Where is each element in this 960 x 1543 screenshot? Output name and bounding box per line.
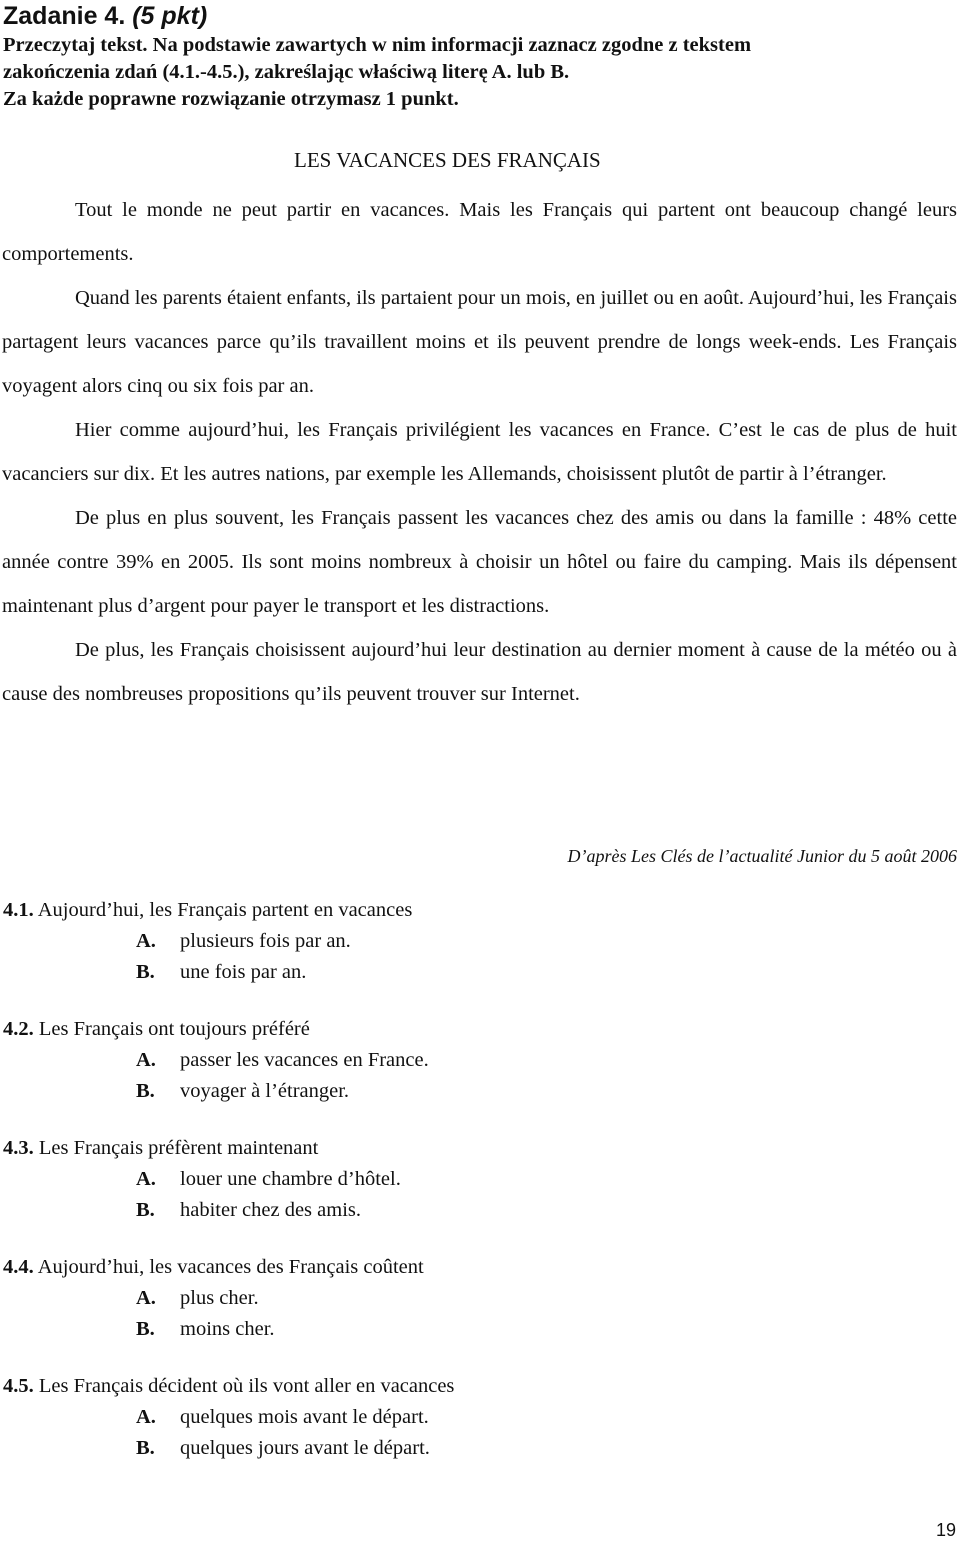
option-letter[interactable]: B. xyxy=(136,1199,155,1221)
option-text: habiter chez des amis. xyxy=(180,1199,362,1221)
question-text: Aujourd’hui, les Français partent en vacances xyxy=(37,899,413,921)
instruction-line: zakończenia zdań (4.1.-4.5.), zakreślając właściwą literę A. lub B. xyxy=(3,61,570,83)
option-text: moins cher. xyxy=(180,1318,275,1340)
option-letter[interactable]: A. xyxy=(136,1168,156,1190)
option-a[interactable] xyxy=(3,1283,703,1314)
question-number: 4.1. xyxy=(3,899,34,921)
option-text: quelques mois avant le départ. xyxy=(180,1406,429,1428)
question-text: Les Français ont toujours préféré xyxy=(38,1018,310,1040)
option-text: voyager à l’étranger. xyxy=(180,1080,350,1102)
task-title xyxy=(3,2,958,32)
question-stem xyxy=(3,1014,703,1045)
option-b[interactable] xyxy=(3,1076,703,1107)
task-label: Zadanie 4. xyxy=(3,2,126,30)
question-4-3 xyxy=(3,1133,703,1226)
question-number: 4.3. xyxy=(3,1137,34,1159)
option-b[interactable] xyxy=(3,957,703,988)
option-letter[interactable]: B. xyxy=(136,1318,155,1340)
question-4-4 xyxy=(3,1252,703,1345)
page-number: 19 xyxy=(935,1520,956,1540)
option-text: plus cher. xyxy=(180,1287,259,1309)
option-a[interactable] xyxy=(3,1402,703,1433)
paragraph: Quand les parents étaient enfants, ils partaient pour un mois, en juillet ou en août. Aujourd’hui, les Français partagent leurs vacances parce qu’ils travaillent moins et ils peuvent prendre de longs week-ends. Les Français voyagent alors cinq ou six fois par an. xyxy=(2,287,957,397)
option-letter[interactable]: A. xyxy=(136,1049,156,1071)
paragraph: Hier comme aujourd’hui, les Français privilégient les vacances en France. C’est le cas de plus de huit vacanciers sur dix. Et les autres nations, par exemple les Allemands, choisissent plutôt de partir à l’étranger. xyxy=(2,419,957,485)
option-letter[interactable]: B. xyxy=(136,1080,155,1102)
option-b[interactable] xyxy=(3,1433,703,1464)
paragraph: Tout le monde ne peut partir en vacances. Mais les Français qui partent ont beaucoup changé leurs comportements. xyxy=(2,199,957,265)
paragraph: De plus en plus souvent, les Français passent les vacances chez des amis ou dans la famille : 48% cette année contre 39% en 2005. Ils sont moins nombreux à choisir un hôtel ou faire du camping. Mais ils dépensent maintenant plus d’argent pour payer le transport et les distractions. xyxy=(2,507,957,617)
task-points: (5 pkt) xyxy=(132,2,208,30)
option-letter[interactable]: A. xyxy=(136,930,156,952)
paragraph: De plus, les Français choisissent aujourd’hui leur destination au dernier moment à cause de la météo ou à cause des nombreuses propositions qu’ils peuvent trouver sur Internet. xyxy=(2,639,957,705)
option-letter[interactable]: B. xyxy=(136,1437,155,1459)
reading-text xyxy=(2,188,957,716)
question-number: 4.2. xyxy=(3,1018,34,1040)
question-stem xyxy=(3,1371,703,1402)
question-4-2 xyxy=(3,1014,703,1107)
question-stem xyxy=(3,895,703,926)
option-text: louer une chambre d’hôtel. xyxy=(180,1168,401,1190)
task-header xyxy=(3,2,958,113)
option-letter[interactable]: B. xyxy=(136,961,155,983)
option-b[interactable] xyxy=(3,1314,703,1345)
question-stem xyxy=(3,1252,703,1283)
question-number: 4.5. xyxy=(3,1375,34,1397)
option-text: quelques jours avant le départ. xyxy=(180,1437,430,1459)
option-a[interactable] xyxy=(3,1164,703,1195)
question-stem xyxy=(3,1133,703,1164)
question-text: Les Français décident où ils vont aller en vacances xyxy=(38,1375,455,1397)
instruction-line: Za każde poprawne rozwiązanie otrzymasz 1 punkt. xyxy=(3,88,459,110)
question-number: 4.4. xyxy=(3,1256,34,1278)
option-text: une fois par an. xyxy=(180,961,307,983)
question-text: Aujourd’hui, les vacances des Français coûtent xyxy=(37,1256,424,1278)
source-citation: D’après Les Clés de l’actualité Junior du 5 août 2006 xyxy=(567,846,957,866)
option-a[interactable] xyxy=(3,1045,703,1076)
option-letter[interactable]: A. xyxy=(136,1406,156,1428)
option-text: plusieurs fois par an. xyxy=(180,930,351,952)
option-b[interactable] xyxy=(3,1195,703,1226)
option-a[interactable] xyxy=(3,926,703,957)
question-text: Les Français préfèrent maintenant xyxy=(38,1137,319,1159)
option-text: passer les vacances en France. xyxy=(180,1049,429,1071)
option-letter[interactable]: A. xyxy=(136,1287,156,1309)
question-4-5 xyxy=(3,1371,703,1464)
question-4-1 xyxy=(3,895,703,988)
instruction-line: Przeczytaj tekst. Na podstawie zawartych w nim informacji zaznacz zgodne z tekstem xyxy=(3,34,752,56)
text-title: LES VACANCES DES FRANÇAIS xyxy=(294,148,601,172)
